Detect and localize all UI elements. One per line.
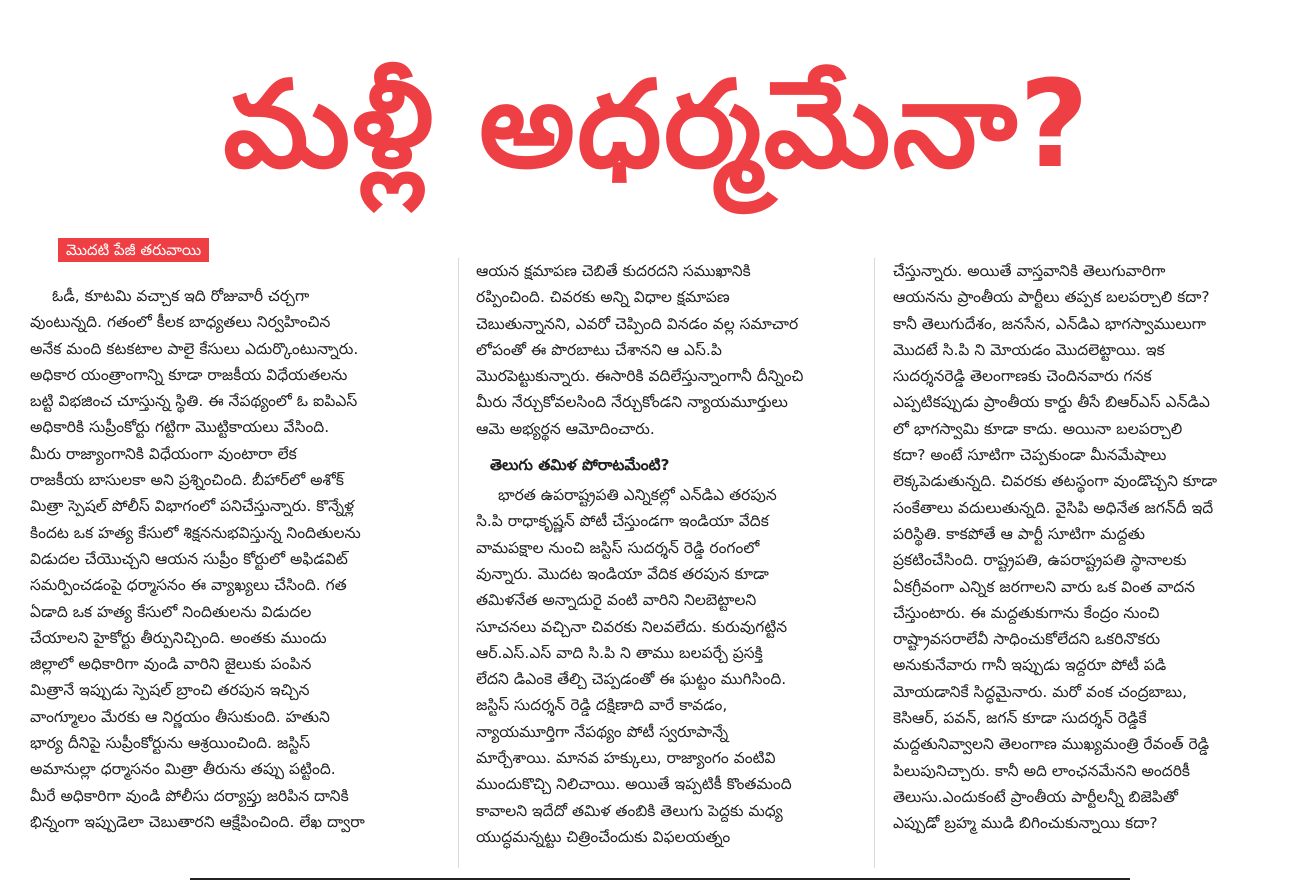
text-line: అమానుల్లా ధర్మాసనం మిత్రా తీరును తప్పు పట్టింది.	[30, 760, 336, 779]
text-line: మొదటే సి.పి ని మోయడం మొదలెట్టాయి. ఇక	[893, 340, 1165, 359]
text-line: వాంగ్మూలం మేరకు ఆ నిర్ణయం తీసుకుంది. హతుని	[30, 707, 330, 726]
text-line: విడుదల చేయొచ్చని ఆయన సుప్రీం కోర్టులో అఫిడవిట్	[30, 549, 348, 568]
text-line: లో భాగస్వామి కూడా కాదు. అయినా బలపర్చాలి	[893, 419, 1183, 438]
text-line: ఆయనను ప్రాంతీయ పార్టీలు తప్పక బలపర్చాలి కదా?	[893, 288, 1210, 307]
text-line: ఏడాది ఒక హత్య కేసులో నిందితులను విడుదల	[30, 602, 312, 621]
text-line: మిత్రానే ఇప్పుడు స్పెషల్ బ్రాంచి తరపున ఇచ్చిన	[30, 681, 310, 700]
text-line: జస్టిస్ సుదర్శన్ రెడ్డి దక్షిణాది వారే కావడం,	[476, 696, 728, 715]
text-line: లోపంతో ఈ పొరబాటు చేశానని ఆ ఎస్.పి	[476, 340, 722, 359]
text-line: భార్య దీనిపై సుప్రీంకోర్టును ఆశ్రయించింది. జస్టిస్	[30, 734, 311, 753]
text-line: అధికార యంత్రాంగాన్ని కూడా రాజకీయ విధేయతలను	[30, 365, 348, 384]
bottom-rule	[190, 878, 1130, 880]
column-divider	[874, 258, 875, 868]
article-column-1	[30, 283, 440, 835]
text-line: చేస్తున్నారు. అయితే వాస్తవానికి తెలుగువారిగా	[893, 262, 1166, 280]
text-line: యుద్ధమన్నట్టు చిత్రించేందుకు విఫలయత్నం	[476, 827, 731, 846]
text-line: ఎప్పుడో బ్రహ్మ ముడి బిగించుకున్నాయి కదా?	[893, 814, 1158, 833]
text-line: చేస్తుంటారు. ఈ మద్దతుకుగాను కేంద్రం నుంచి	[893, 603, 1160, 622]
text-line: అనుకునేవారు గానీ ఇప్పుడు ఇద్దరూ పోటీ పడి	[893, 656, 1167, 675]
text-line: సి.పి రాధాకృష్ణన్ పోటీ చేస్తుండగా ఇండియా వేదిక	[476, 512, 769, 531]
text-line: కిందట ఒక హత్య కేసులో శిక్షననుభవిస్తున్న నిందితులను	[30, 523, 361, 542]
text-line: లేదని డిఎంకె తేల్చి చెప్పడంతో ఈ ఘట్టం ముగిసింది.	[476, 670, 787, 689]
text-line: ఆమె అభ్యర్థన ఆమోదించారు.	[476, 419, 655, 438]
text-line: అధికారికి సుప్రీంకోర్టు గట్టిగా మొట్టికాయలు వేసింది.	[30, 418, 330, 437]
text-line: మీరే అధికారిగా వుండి పోలీసు దర్యాప్తు జరిపిన దానికి	[30, 786, 349, 805]
text-line: వున్నారు. మొదట ఇండియా వేదిక తరపున కూడా	[476, 564, 769, 583]
text-line: కెసిఆర్, పవన్, జగన్ కూడా సుదర్శన్ రెడ్డికే	[893, 709, 1147, 728]
text-line: రాష్ట్రావసరాలేవీ సాధించుకోలేదని ఒకరినొకరు	[893, 630, 1161, 649]
text-line: సమర్పించడంపై ధర్మాసనం ఈ వ్యాఖ్యలు చేసింది. గత	[30, 576, 347, 595]
text-line: బట్టి విభజించ చూస్తున్న స్థితి. ఈ నేపథ్యంలో ఓ ఐపిఎస్	[30, 392, 358, 411]
text-line: రప్పించింది. చివరకు అన్ని విధాల క్షమాపణ	[476, 288, 730, 307]
text-line: మిత్రా స్పెషల్ పోలీస్ విభాగంలో పనిచేస్తున్నారు. కొన్నేళ్ల	[30, 497, 355, 516]
text-line: మొరపెట్టుకున్నారు. ఈసారికి వదిలేస్తున్నాంగానీ దీన్నించి	[476, 367, 804, 386]
text-line: మద్దతునివ్వాలని తెలంగాణ ముఖ్యమంత్రి రేవంత్ రెడ్డి	[893, 735, 1210, 754]
article-column-3	[893, 258, 1288, 837]
text-line: మార్చేశాయి. మానవ హక్కులు, రాజ్యాంగం వంటివి	[476, 749, 776, 768]
text-line: లెక్కపెడుతున్నది. చివరకు తటస్థంగా వుండొచ్చని కూడా	[893, 472, 1218, 491]
text-line: కానీ తెలుగుదేశం, జనసేన, ఎన్‌డిఎ భాగస్వాములుగా	[893, 314, 1207, 333]
continuation-tag: మొదటి పేజీ తరువాయి	[58, 238, 209, 262]
text-line: మీరు నేర్చుకోవలసింది నేర్చుకోండని న్యాయమూర్తులు	[476, 393, 788, 412]
text-line: ఆయన క్షమాపణ చెబితే కుదరదని సముఖానికి	[476, 262, 751, 280]
text-line: భిన్నంగా ఇప్పుడెలా చెబుతారని ఆక్షేపించింది. లేఖ ద్వారా	[30, 812, 365, 831]
article-column-2	[476, 258, 856, 850]
section-subheading: తెలుగు తమిళ పోరాటమేంటి?	[490, 456, 670, 475]
text-line: తమిళనేత అన్నాదురై వంటి వారిని నిలబెట్టాలని	[476, 591, 757, 610]
text-line: ఆర్.ఎస్.ఎస్ వాది సి.పి ని తాము బలపర్చే ప్రసక్తి	[476, 643, 763, 662]
text-line: ఓడీ, కూటమి వచ్చాక ఇది రోజువారీ చర్చగా	[52, 287, 310, 305]
text-line: ముందుకొచ్చి నిలిచాయి. అయితే ఇప్పటికీ కొంతమంది	[476, 775, 792, 794]
text-line: రాజకీయ బాసులకా అని ప్రశ్నించింది. బీహార్‌లో అశోక్	[30, 471, 344, 490]
text-line: తెలుసు.ఎందుకంటే ప్రాంతీయ పార్టీలన్నీ బిజెపితో	[893, 787, 1178, 806]
text-line: చేయాలని హైకోర్టు తీర్పునిచ్చింది. అంతకు ముందు	[30, 628, 327, 647]
text-line: భారత ఉపరాష్ట్రపతి ఎన్నికల్లో ఎన్‌డిఎ తరపున	[498, 486, 777, 505]
text-line: వామపక్షాల నుంచి జస్టిస్ సుదర్శన్ రెడ్డి రంగంలో	[476, 538, 760, 557]
text-line: పరిస్థితి. కాకపోతే ఆ పార్టీ సూటిగా మద్దతు	[893, 524, 1146, 543]
text-line: చెబుతున్నానని, ఎవరో చెప్పింది వినడం వల్ల సమాచార	[476, 314, 799, 333]
headline: మళ్లీ అధర్మమేనా?	[223, 55, 1091, 195]
text-line: ఏకగ్రీవంగా ఎన్నిక జరగాలని వారు ఒక వింత వాదన	[893, 577, 1196, 596]
text-line: జిల్లాలో అధికారిగా వుండి వారిని జైలుకు పంపిన	[30, 655, 312, 674]
text-line: సంకేతాలు వదులుతున్నది. వైసిపి అధినేత జగన్‌దీ ఇదే	[893, 498, 1214, 517]
text-line: సుదర్శనరెడ్డి తెలంగాణకు చెందినవారు గనక	[893, 367, 1152, 386]
text-line: న్యాయమూర్తిగా నేపథ్యం పోటీ స్వరూపాన్నే	[476, 722, 729, 741]
text-line: సూచనలు వచ్చినా చివరకు నిలవలేదు. కురువుగట్టిన	[476, 617, 788, 636]
column-divider	[458, 258, 459, 868]
text-line: మోయడానికే సిద్ధమైనారు. మరో వంక చంద్రబాబు,	[893, 682, 1188, 701]
text-line: అనేక మంది కటకటాల పాలై కేసులు ఎదుర్కొంటున్నారు.	[30, 339, 359, 358]
text-line: వుంటున్నది. గతంలో కీలక బాధ్యతలు నిర్వహించిన	[30, 313, 331, 332]
text-line: ప్రకటించేసింది. రాష్ట్రపతి, ఉపరాష్ట్రపతి స్థానాలకు	[893, 551, 1187, 570]
text-line: కావాలని ఇదేదో తమిళ తంబికి తెలుగు పెద్దకు మధ్య	[476, 801, 783, 820]
text-line: మీరు రాజ్యాంగానికి విధేయంగా వుంటారా లేక	[30, 444, 297, 463]
text-line: ఎప్పటికప్పుడు ప్రాంతీయ కార్డు తీసే బిఆర్ఎస్ ఎన్‌డిఎ	[893, 393, 1210, 412]
text-line: కదా? అంటే సూటిగా చెప్పకుండా మీనమేషాలు	[893, 446, 1167, 465]
text-line: పిలుపునిచ్చారు. కానీ అది లాంఛనమేనని అందరికీ	[893, 761, 1191, 780]
